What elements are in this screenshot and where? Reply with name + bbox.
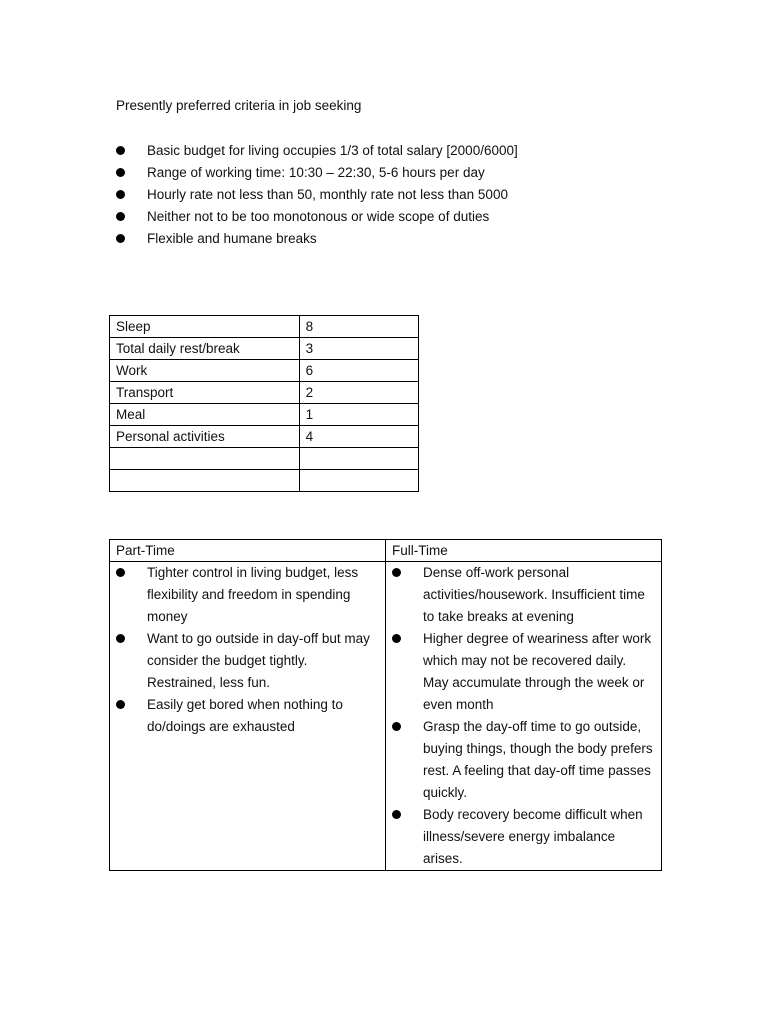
table-row	[110, 382, 419, 404]
list-item	[386, 628, 661, 716]
criteria-item	[116, 163, 518, 185]
hours-cell: 1	[299, 404, 418, 426]
bullet-icon	[116, 700, 125, 709]
full-time-list	[386, 562, 661, 870]
part-time-point: Easily get bored when nothing to do/doings are exhausted	[147, 697, 343, 734]
activity-cell: Transport	[110, 382, 300, 404]
hours-cell: 8	[299, 316, 418, 338]
part-time-point: Want to go outside in day-off but may consider the budget tightly. Restrained, less fun.	[147, 631, 370, 690]
bullet-icon	[392, 568, 401, 577]
hours-table	[109, 315, 419, 492]
hours-cell: 3	[299, 338, 418, 360]
part-time-list	[110, 562, 385, 738]
full-time-point: Higher degree of weariness after work which may not be recovered daily. May accumulate through the week or even month	[423, 631, 652, 712]
table-row	[110, 426, 419, 448]
criteria-item	[116, 207, 518, 229]
full-time-point: Body recovery become difficult when illness/severe energy imbalance arises.	[423, 807, 643, 866]
bullet-icon	[116, 634, 125, 643]
part-time-cell	[110, 562, 386, 871]
activity-cell: Sleep	[110, 316, 300, 338]
activity-cell: Meal	[110, 404, 300, 426]
activity-cell: Work	[110, 360, 300, 382]
criteria-text: Basic budget for living occupies 1/3 of total salary [2000/6000]	[147, 143, 518, 158]
hours-cell	[299, 448, 418, 470]
criteria-item	[116, 229, 518, 251]
criteria-text: Flexible and humane breaks	[147, 231, 317, 246]
list-item	[110, 694, 385, 738]
criteria-text: Range of working time: 10:30 – 22:30, 5-6 hours per day	[147, 165, 485, 180]
criteria-item	[116, 141, 518, 163]
bullet-icon	[116, 190, 125, 199]
bullet-icon	[116, 568, 125, 577]
list-item	[386, 716, 661, 804]
table-row	[110, 562, 662, 871]
table-row	[110, 360, 419, 382]
document-title: Presently preferred criteria in job seeking	[116, 98, 362, 113]
list-item	[110, 628, 385, 694]
activity-cell: Total daily rest/break	[110, 338, 300, 360]
full-time-point: Grasp the day-off time to go outside, buying things, though the body prefers rest. A feeling that day-off time passes quickly.	[423, 719, 653, 800]
list-item	[110, 562, 385, 628]
activity-cell: Personal activities	[110, 426, 300, 448]
table-row	[110, 404, 419, 426]
bullet-icon	[392, 634, 401, 643]
activity-cell	[110, 470, 300, 492]
table-row	[110, 338, 419, 360]
list-item	[386, 804, 661, 870]
bullet-icon	[116, 168, 125, 177]
comparison-table	[109, 539, 662, 871]
criteria-item	[116, 185, 518, 207]
table-row	[110, 448, 419, 470]
bullet-icon	[392, 722, 401, 731]
criteria-list	[116, 141, 518, 251]
criteria-text: Neither not to be too monotonous or wide scope of duties	[147, 209, 490, 224]
table-row	[110, 316, 419, 338]
table-row	[110, 470, 419, 492]
criteria-text: Hourly rate not less than 50, monthly rate not less than 5000	[147, 187, 508, 202]
part-time-point: Tighter control in living budget, less flexibility and freedom in spending money	[147, 565, 359, 624]
full-time-header: Full-Time	[386, 540, 662, 562]
bullet-icon	[116, 146, 125, 155]
bullet-icon	[116, 212, 125, 221]
hours-cell: 6	[299, 360, 418, 382]
table-header-row	[110, 540, 662, 562]
hours-cell: 2	[299, 382, 418, 404]
bullet-icon	[392, 810, 401, 819]
activity-cell	[110, 448, 300, 470]
part-time-header: Part-Time	[110, 540, 386, 562]
hours-cell	[299, 470, 418, 492]
full-time-point: Dense off-work personal activities/housework. Insufficient time to take breaks at evening	[423, 565, 645, 624]
bullet-icon	[116, 234, 125, 243]
hours-cell: 4	[299, 426, 418, 448]
full-time-cell	[386, 562, 662, 871]
list-item	[386, 562, 661, 628]
